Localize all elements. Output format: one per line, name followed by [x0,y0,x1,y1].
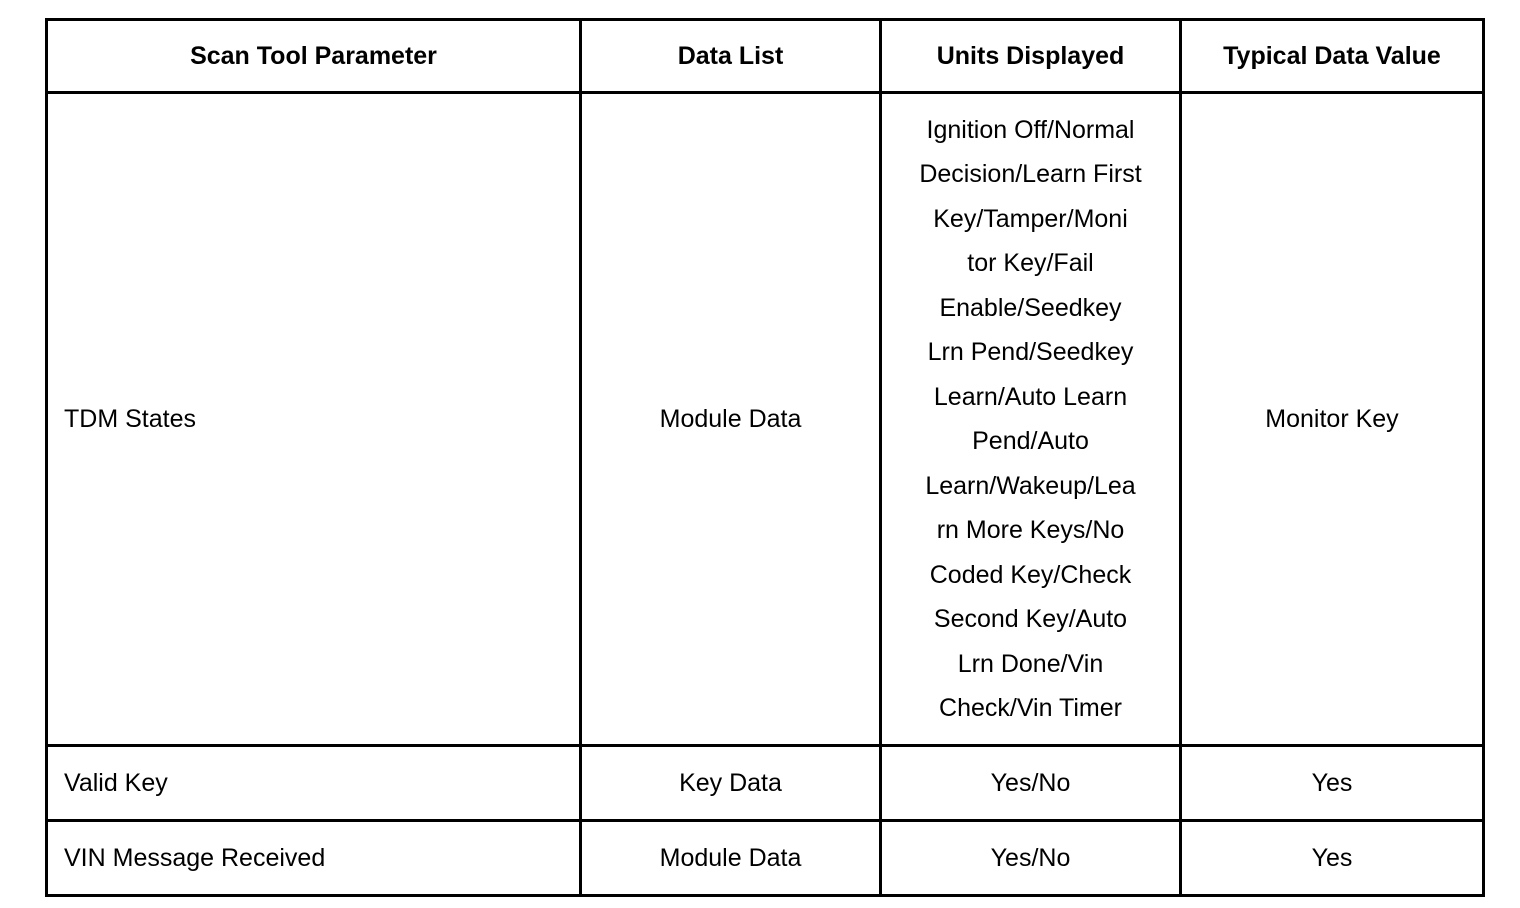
units-line: Pend/Auto [972,427,1089,455]
units-line: Check/Vin Timer [939,694,1122,722]
scan-tool-parameter-table [45,18,1485,897]
table-row [47,746,1484,821]
table-row [47,821,1484,896]
units-line: tor Key/Fail [967,249,1094,277]
parameter-cell: TDM States [47,93,581,746]
units-line: Key/Tamper/Moni [933,204,1128,233]
typical-value-cell: Yes [1181,746,1484,821]
units-displayed-cell: Yes/No [881,746,1181,821]
units-displayed-cell [881,93,1181,746]
data-list-cell: Module Data [581,93,881,746]
typical-value-cell: Monitor Key [1181,93,1484,746]
units-lines [919,108,1141,731]
header-units-displayed: Units Displayed [881,20,1181,93]
header-data-list: Data List [581,20,881,93]
units-line: Ignition Off/Normal [926,115,1135,144]
parameter-cell: Valid Key [47,746,581,821]
units-line: Enable/Seedkey [939,293,1122,322]
units-line: Second Key/Auto [933,605,1128,633]
parameter-cell: VIN Message Received [47,821,581,896]
units-line: Learn/Wakeup/Lea [925,471,1136,500]
units-line: Coded Key/Check [929,560,1132,589]
units-line: Learn/Auto Learn [933,382,1128,411]
units-displayed-cell: Yes/No [881,821,1181,896]
header-scan-tool-parameter: Scan Tool Parameter [47,20,581,93]
units-line: Lrn Done/Vin [957,649,1104,678]
data-list-cell: Module Data [581,821,881,896]
typical-value-cell: Yes [1181,821,1484,896]
units-line: Lrn Pend/Seedkey [927,338,1134,366]
header-typical-data-value: Typical Data Value [1181,20,1484,93]
data-list-cell: Key Data [581,746,881,821]
units-line: Decision/Learn First [919,160,1142,188]
table-row [47,93,1484,746]
units-line: rn More Keys/No [936,516,1125,544]
table-header-row [47,20,1484,93]
